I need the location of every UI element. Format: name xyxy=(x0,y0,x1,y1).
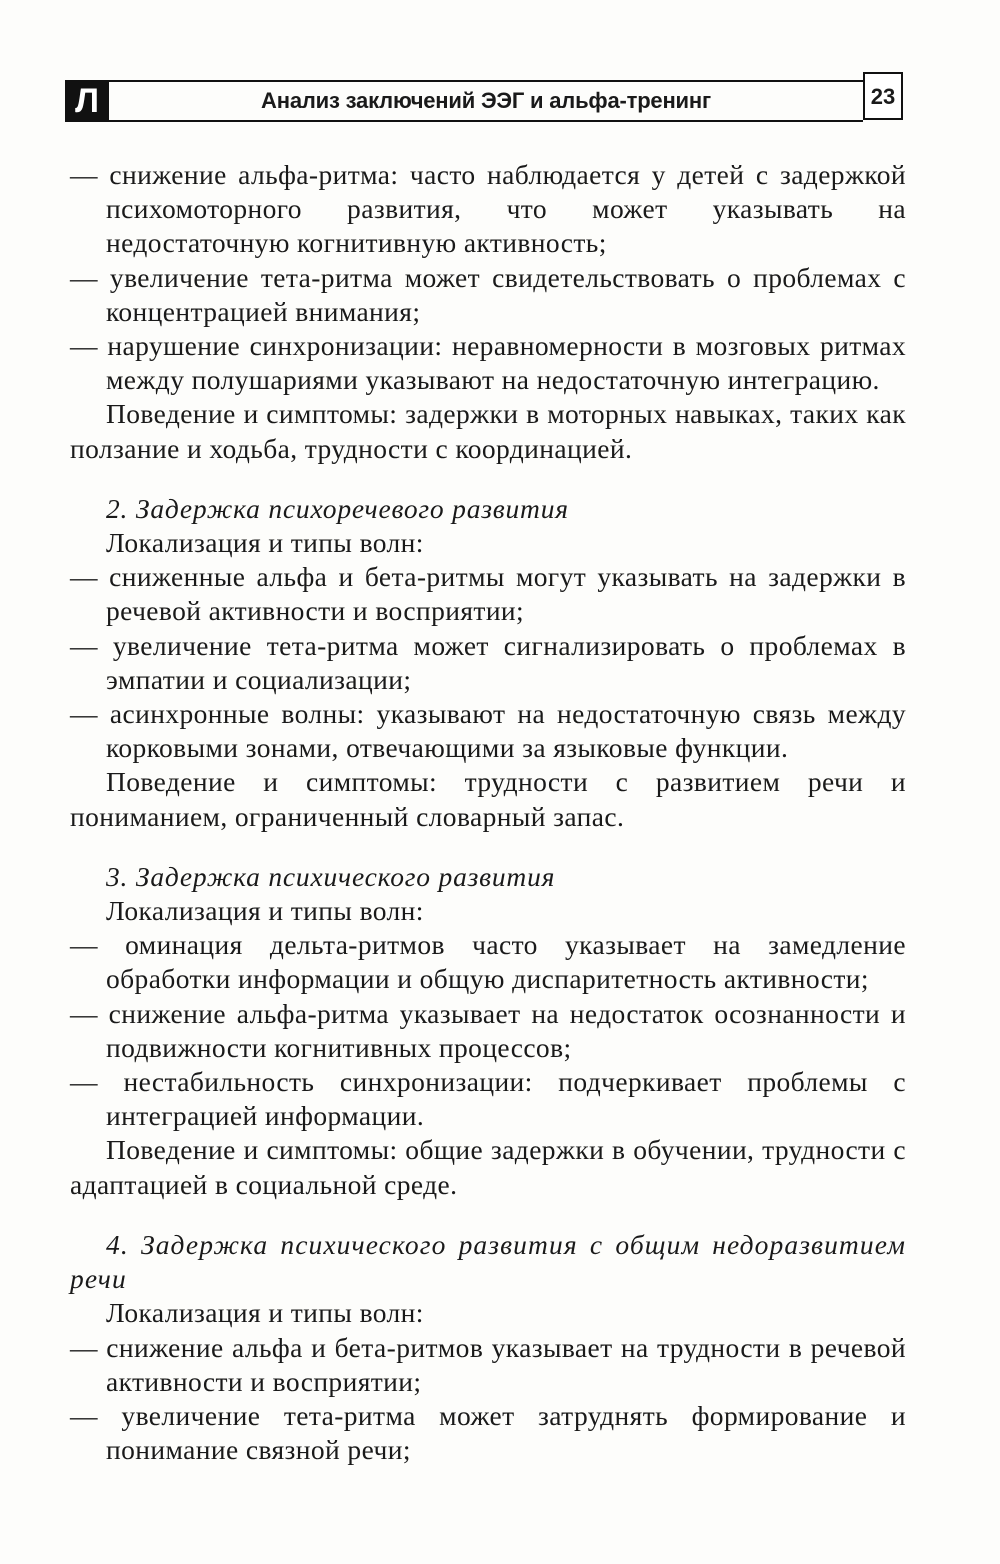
list-item: — увеличение тета-ритма может свидетельствовать о проблемах с концентрацией внимания; xyxy=(70,261,906,327)
page-body xyxy=(70,158,906,1467)
running-header xyxy=(65,72,903,122)
behavior-paragraph: Поведение и симптомы: трудности с развитием речи и пониманием, ограниченный словарный запас. xyxy=(70,766,906,832)
page-number: 23 xyxy=(863,72,903,120)
list-item: — снижение альфа-ритма указывает на недостаток осознанности и подвижности когнитивных процессов; xyxy=(70,997,906,1063)
behavior-paragraph: Поведение и симптомы: задержки в моторных навыках, таких как ползание и ходьба, трудности с координацией. xyxy=(70,398,906,464)
running-title: Анализ заключений ЭЭГ и альфа-тренинг xyxy=(261,88,711,113)
section-heading: 2. Задержка психоречевого развития xyxy=(106,492,569,524)
list-item: — сниженные альфа и бета-ритмы могут указывать на задержки в речевой активности и восприятии; xyxy=(70,561,906,627)
section-heading: 4. Задержка психического развития с общим недоразвитием речи xyxy=(70,1228,906,1295)
list-item: — оминация дельта-ритмов часто указывает на замедление обработки информации и общую диспаритетность активности; xyxy=(70,929,906,995)
list-item: — асинхронные волны: указывают на недостаточную связь между корковыми зонами, отвечающими за языковые функции. xyxy=(70,698,906,764)
list-item: — снижение альфа и бета-ритмов указывает на трудности в речевой активности и восприятии; xyxy=(70,1331,906,1397)
section-heading: 3. Задержка психического развития xyxy=(106,860,556,892)
list-item: — нарушение синхронизации: неравномерности в мозговых ритмах между полушариями указывают на недостаточную интеграцию. xyxy=(70,330,906,396)
list-item: — увеличение тета-ритма может сигнализировать о проблемах в эмпатии и социализации; xyxy=(70,629,906,695)
behavior-paragraph: Поведение и симптомы: общие задержки в обучении, трудности с адаптацией в социальной среде. xyxy=(70,1134,906,1200)
chapter-logo: Л xyxy=(65,80,109,122)
section-subtitle: Локализация и типы волн: xyxy=(106,895,424,927)
header-rule-bottom xyxy=(109,120,863,122)
section-subtitle: Локализация и типы волн: xyxy=(106,1297,424,1329)
list-item: — снижение альфа-ритма: часто наблюдается у детей с задержкой психомоторного развития, что может указывать на недостаточную когнитивную активность; xyxy=(70,159,906,259)
section-subtitle: Локализация и типы волн: xyxy=(106,527,424,559)
list-item: — увеличение тета-ритма может затруднять формирование и понимание связной речи; xyxy=(70,1399,906,1466)
list-item: — нестабильность синхронизации: подчеркивает проблемы с интеграцией информации. xyxy=(70,1066,906,1132)
